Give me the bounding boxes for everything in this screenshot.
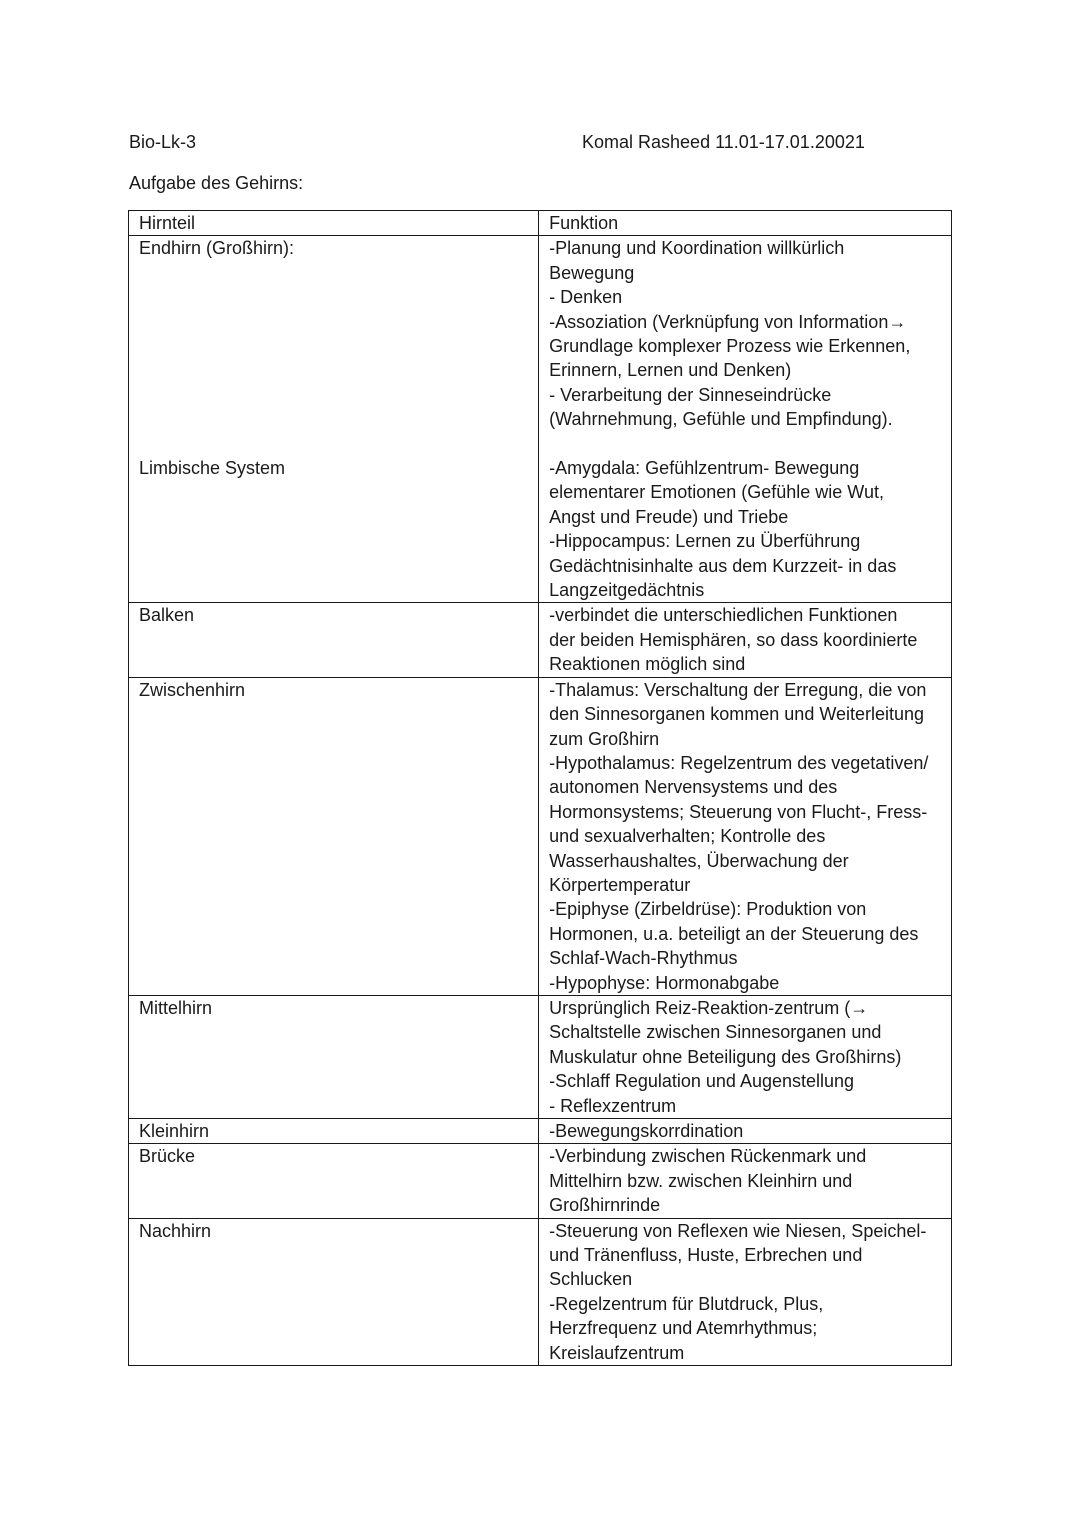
function-line: Großhirnrinde: [549, 1195, 661, 1216]
function-line: Reaktionen möglich sind: [549, 654, 746, 675]
function-line: Kreislaufzentrum: [549, 1342, 685, 1363]
table-row: [129, 1144, 952, 1218]
function-line: Grundlage komplexer Prozess wie Erkennen,: [549, 336, 911, 357]
function-line: Angst und Freude) und Triebe: [549, 506, 789, 527]
function-line: -Thalamus: Verschaltung der Erregung, die von: [549, 679, 927, 700]
table-row: [129, 677, 952, 995]
course-label: Bio-Lk-3: [129, 132, 197, 152]
function-line: und Tränenfluss, Huste, Erbrechen und: [549, 1245, 863, 1266]
function-line: Wasserhaushaltes, Überwachung der: [549, 850, 849, 871]
function-cell: [539, 1119, 952, 1144]
function-line: -Regelzentrum für Blutdruck, Plus,: [549, 1293, 824, 1314]
function-line: -verbindet die unterschiedlichen Funktionen: [549, 605, 898, 626]
function-line: Körpertemperatur: [549, 874, 691, 895]
function-line: - Denken: [549, 287, 623, 308]
part-name: Mittelhirn: [139, 997, 213, 1018]
function-line: -Steuerung von Reflexen wie Niesen, Speichel-: [549, 1220, 927, 1241]
function-line: Schlaf-Wach-Rhythmus: [549, 948, 738, 969]
function-line: autonomen Nervensystems und des: [549, 777, 838, 798]
function-line: Hormonen, u.a. beteiligt an der Steuerung des: [549, 923, 919, 944]
function-cell: [539, 995, 952, 1118]
function-line: der beiden Hemisphären, so dass koordinierte: [549, 629, 918, 650]
part-cell: [129, 677, 539, 995]
function-line: -Epiphyse (Zirbeldrüse): Produktion von: [549, 899, 867, 920]
part-cell: [129, 236, 539, 603]
function-line: -Hypophyse: Hormonabgabe: [549, 972, 780, 993]
function-line: Erinnern, Lernen und Denken): [549, 360, 792, 381]
function-line: Schlucken: [549, 1269, 633, 1290]
function-line: -Verbindung zwischen Rückenmark und: [549, 1146, 867, 1167]
function-cell: [539, 603, 952, 677]
part-name: Nachhirn: [139, 1220, 212, 1241]
function-line: elementarer Emotionen (Gefühle wie Wut,: [549, 482, 884, 503]
table-header-row: [129, 211, 952, 236]
part-cell: [129, 1144, 539, 1218]
function-line: Schaltstelle zwischen Sinnesorganen und: [549, 1022, 882, 1043]
function-line: -Hypothalamus: Regelzentrum des vegetativen/: [549, 752, 929, 773]
part-name: Balken: [139, 605, 195, 626]
function-line: - Reflexzentrum: [549, 1095, 677, 1116]
function-line: Langzeitgedächtnis: [549, 580, 705, 601]
part-name: Zwischenhirn: [139, 679, 246, 700]
function-cell: [539, 1218, 952, 1365]
part-name: Limbische System: [139, 457, 286, 478]
function-line: (Wahrnehmung, Gefühle und Empfindung).: [549, 409, 893, 430]
function-line: -Bewegungskorrdination: [549, 1121, 744, 1142]
function-line: -Assoziation (Verknüpfung von Information→: [549, 311, 907, 332]
section-title: Aufgabe des Gehirns:: [129, 173, 304, 193]
table-row: [129, 603, 952, 677]
part-cell: [129, 1218, 539, 1365]
author-date-label: Komal Rasheed 11.01-17.01.20021: [582, 132, 865, 152]
function-cell: [539, 1144, 952, 1218]
function-cell: [539, 677, 952, 995]
function-line: Gedächtnisinhalte aus dem Kurzzeit- in das: [549, 555, 897, 576]
function-cell: [539, 236, 952, 603]
function-line: Bewegung: [549, 262, 635, 283]
function-line: -Amygdala: Gefühlzentrum- Bewegung: [549, 458, 860, 479]
header-cell-function: Funktion: [539, 211, 952, 236]
function-line: - Verarbeitung der Sinneseindrücke: [549, 384, 832, 405]
function-line: -Schlaff Regulation und Augenstellung: [549, 1071, 855, 1092]
function-line: Mittelhirn bzw. zwischen Kleinhirn und: [549, 1170, 853, 1191]
part-name: Brücke: [139, 1146, 196, 1167]
function-line: den Sinnesorganen kommen und Weiterleitung: [549, 704, 925, 725]
function-line: Herzfrequenz und Atemrhythmus;: [549, 1318, 818, 1339]
header-cell-part: Hirnteil: [129, 211, 539, 236]
part-cell: [129, 995, 539, 1118]
function-line: -Planung und Koordination willkürlich: [549, 238, 845, 259]
function-line: Muskulatur ohne Beteiligung des Großhirns): [549, 1046, 902, 1067]
function-line: Ursprünglich Reiz-Reaktion-zentrum (→: [549, 997, 869, 1018]
part-cell: [129, 1119, 539, 1144]
table-row: [129, 1119, 952, 1144]
brain-function-table: [128, 210, 952, 1366]
function-line: -Hippocampus: Lernen zu Überführung: [549, 531, 861, 552]
table-row: [129, 236, 952, 603]
function-line: Hormonsystems; Steuerung von Flucht-, Fress-: [549, 801, 928, 822]
table-row: [129, 1218, 952, 1365]
part-name: Endhirn (Großhirn):: [139, 238, 295, 259]
function-line: und sexualverhalten; Kontrolle des: [549, 826, 826, 847]
part-cell: [129, 603, 539, 677]
function-line: zum Großhirn: [549, 728, 660, 749]
part-name: Kleinhirn: [139, 1121, 210, 1142]
table-row: [129, 995, 952, 1118]
